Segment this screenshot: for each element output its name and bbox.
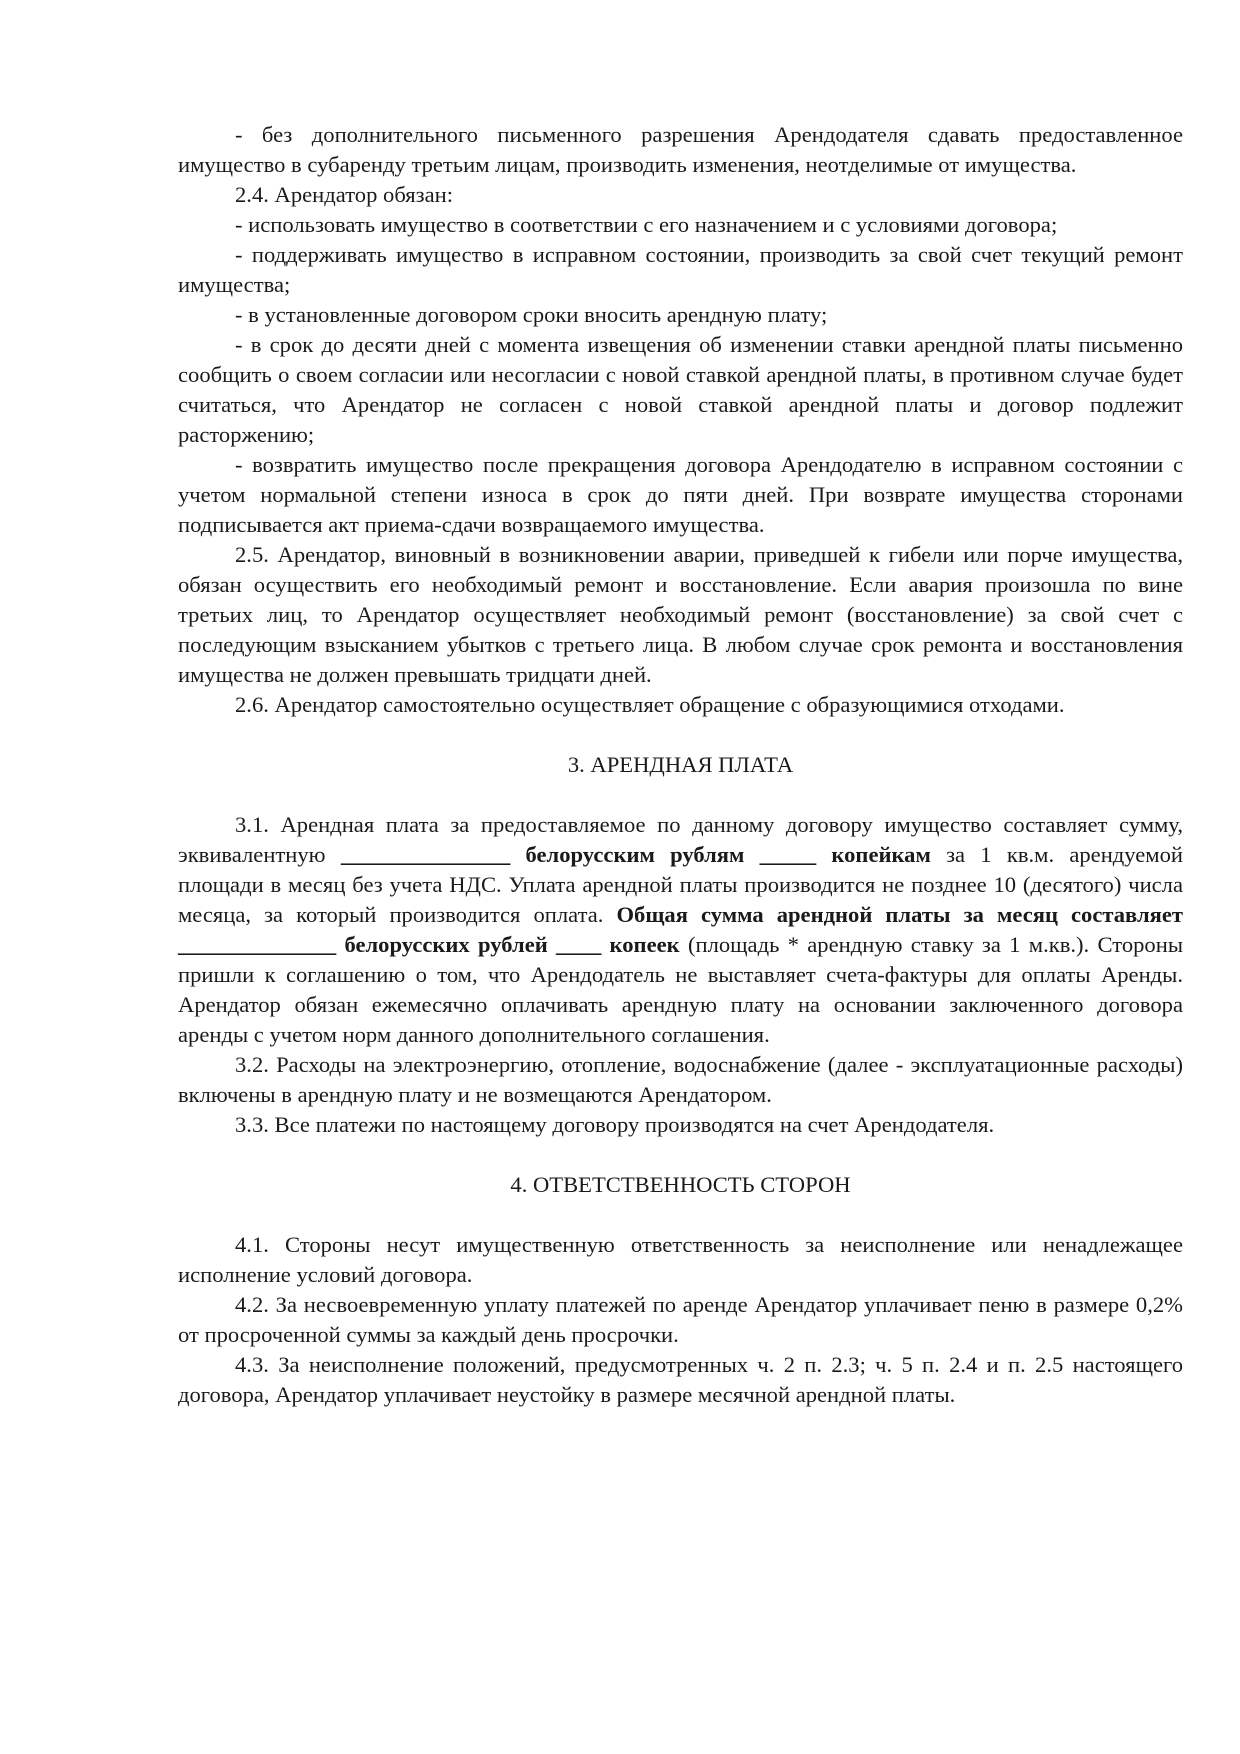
paragraph-3-3: 3.3. Все платежи по настоящему договору производятся на счет Арендодателя. <box>235 1112 995 1137</box>
paragraph-2-4: 2.4. Арендатор обязан: <box>235 182 453 207</box>
paragraph-2-5: 2.5. Арендатор, виновный в возникновении аварии, приведшей к гибели или порче имущества, обязан осуществить его необходимый ремонт и восстановление. Если авария произошла по вине третьих лиц, то Арендатор осуществляет необходимый ремонт (восстановление) за свой счет с последующим взысканием убытков с третьего лица. В любом случае срок ремонта и восстановления имущества не должен превышать тридцати дней. <box>178 542 1183 687</box>
paragraph-3-1 <box>178 810 1183 1050</box>
section-4-heading: 4. ОТВЕТСТВЕННОСТЬ СТОРОН <box>510 1172 851 1197</box>
paragraph-2-4-item-pay: - в установленные договором сроки вносить арендную плату; <box>235 302 828 327</box>
section-3-heading: 3. АРЕНДНАЯ ПЛАТА <box>567 752 794 777</box>
paragraph-3-1-total-bold: Общая сумма арендной платы за месяц составляет ______________ белорусских рублей ____ копеек <box>178 902 1183 957</box>
document-page <box>178 120 1183 1410</box>
paragraph-4-3: 4.3. За неисполнение положений, предусмотренных ч. 2 п. 2.3; ч. 5 п. 2.4 и п. 2.5 настоящего договора, Арендатор уплачивает неустойку в размере месячной арендной платы. <box>178 1352 1183 1407</box>
paragraph-2-4-item-return: - возвратить имущество после прекращения договора Арендодателю в исправном состоянии с учетом нормальной степени износа в срок до пяти дней. При возврате имущества сторонами подписывается акт приема-сдачи возвращаемого имущества. <box>178 452 1183 537</box>
paragraph-2-4-item-maintain: - поддерживать имущество в исправном состоянии, производить за свой счет текущий ремонт имущества; <box>178 242 1183 297</box>
paragraph-3-1-text-1: 3.1. Арендная плата за предоставляемое по данному договору имущество составляет сумму, эквивалентную <box>178 812 1183 867</box>
paragraph-4-1: 4.1. Стороны несут имущественную ответственность за неисполнение или ненадлежащее исполнение условий договора. <box>178 1232 1183 1287</box>
paragraph-2-6: 2.6. Арендатор самостоятельно осуществляет обращение с образующимися отходами. <box>235 692 1065 717</box>
paragraph-2-4-item-notify: - в срок до десяти дней с момента извещения об изменении ставки арендной платы письменно сообщить о своем согласии или несогласии с новой ставкой арендной платы, в противном случае будет считаться, что Арендатор не согласен с новой ставкой арендной платы и договор подлежит расторжению; <box>178 332 1183 447</box>
paragraph-3-2: 3.2. Расходы на электроэнергию, отопление, водоснабжение (далее - эксплуатационные расходы) включены в арендную плату и не возмещаются Арендатором. <box>178 1052 1183 1107</box>
paragraph-2-4-item-use: - использовать имущество в соответствии с его назначением и с условиями договора; <box>235 212 1058 237</box>
paragraph-3-1-text-3: (площадь * арендную ставку за 1 м.кв.). Стороны пришли к соглашению о том, что Арендодатель не выставляет счета-фактуры для оплаты Аренды. Арендатор обязан ежемесячно оплачивать арендную плату на основании заключенного договора аренды с учетом норм данного дополнительного соглашения. <box>178 932 1183 1047</box>
paragraph-2-3-sublease: - без дополнительного письменного разрешения Арендодателя сдавать предоставленное имущество в субаренду третьим лицам, производить изменения, неотделимые от имущества. <box>178 122 1183 177</box>
paragraph-3-1-text-2: за 1 кв.м. арендуемой площади в месяц без учета НДС. Уплата арендной платы производится не позднее 10 (десятого) числа месяца, за который производится оплата. <box>178 842 1183 927</box>
paragraph-4-2: 4.2. За несвоевременную уплату платежей по аренде Арендатор уплачивает пеню в размере 0,2% от просроченной суммы за каждый день просрочки. <box>178 1292 1183 1347</box>
paragraph-3-1-rate-bold: _______________ белорусским рублям _____ копейкам <box>340 842 931 867</box>
